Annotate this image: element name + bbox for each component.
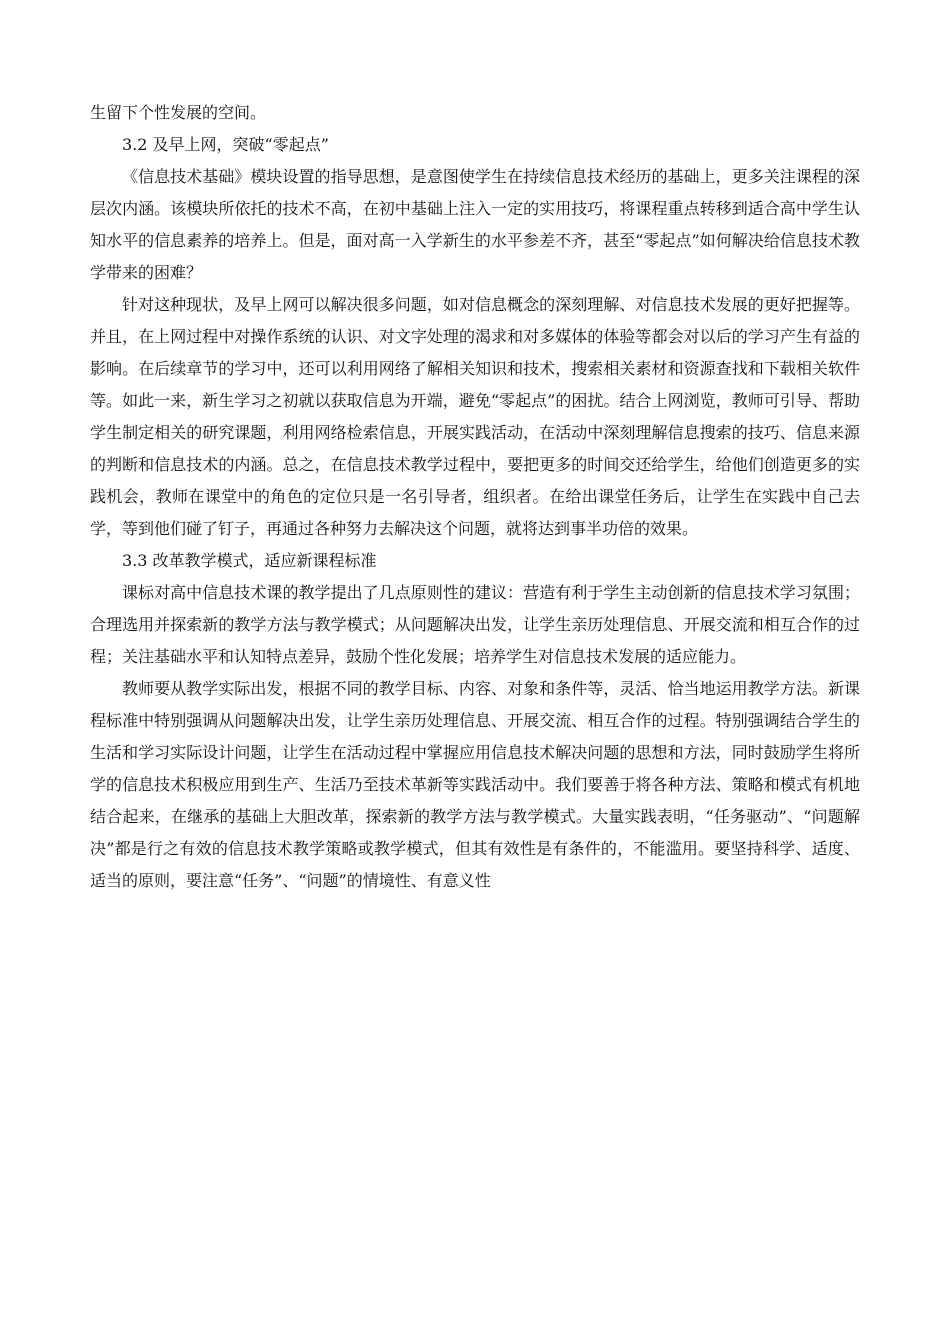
paragraph-continuation: 生留下个性发展的空间。 — [90, 103, 267, 122]
paragraph: 课标对高中信息技术课的教学提出了几点原则性的建议：营造有利于学生主动创新的信息技术学习氛围；合理选用并探索新的教学方法与教学模式；从问题解决出发，让学生亲历处理信息、开展交流和相互合作的过程；关注基础水平和认知特点差异，鼓励个性化发展；培养学生对信息技术发展的适应能力。 — [90, 583, 860, 666]
paragraph: 《信息技术基础》模块设置的指导思想，是意图使学生在持续信息技术经历的基础上，更多关注课程的深层次内涵。该模块所依托的技术不高，在初中基础上注入一定的实用技巧，将课程重点转移到适合高中学生认知水平的信息素养的培养上。但是，面对高一入学新生的水平参差不齐，甚至“零起点”如何解决给信息技术教学带来的困难？ — [90, 167, 860, 282]
document-body — [90, 97, 860, 897]
paragraph: 教师要从教学实际出发，根据不同的教学目标、内容、对象和条件等，灵活、恰当地运用教学方法。新课程标准中特别强调从问题解决出发，让学生亲历处理信息、开展交流、相互合作的过程。特别强调结合学生的生活和学习实际设计问题，让学生在活动过程中掌握应用信息技术解决问题的思想和方法，同时鼓励学生将所学的信息技术积极应用到生产、生活乃至技术革新等实践活动中。我们要善于将各种方法、策略和模式有机地结合起来，在继承的基础上大胆改革，探索新的教学方法与教学模式。大量实践表明，“任务驱动”、“问题解决”都是行之有效的信息技术教学策略或教学模式，但其有效性是有条件的，不能滥用。要坚持科学、适度、适当的原则，要注意“任务”、“问题”的情境性、有意义性 — [90, 679, 860, 890]
paragraph: 针对这种现状，及早上网可以解决很多问题，如对信息概念的深刻理解、对信息技术发展的更好把握等。并且，在上网过程中对操作系统的认识、对文字处理的渴求和对多媒体的体验等都会对以后的学习产生有益的影响。在后续章节的学习中，还可以利用网络了解相关知识和技术，搜索相关素材和资源查找和下载相关软件等。如此一来，新生学习之初就以获取信息为开端，避免“零起点”的困扰。结合上网浏览，教师可引导、帮助学生制定相关的研究课题，利用网络检索信息，开展实践活动，在活动中深刻理解信息搜索的技巧、信息来源的判断和信息技术的内涵。总之，在信息技术教学过程中，要把更多的时间交还给学生，给他们创造更多的实践机会，教师在课堂中的角色的定位只是一名引导者，组织者。在给出课堂任务后，让学生在实践中自己去学，等到他们碰了钉子，再通过各种努力去解决这个问题，就将达到事半功倍的效果。 — [90, 295, 860, 538]
section-heading-3-2: 3.2 及早上网，突破“零起点” — [122, 135, 329, 154]
section-heading-3-3: 3.3 改革教学模式，适应新课程标准 — [122, 551, 377, 570]
